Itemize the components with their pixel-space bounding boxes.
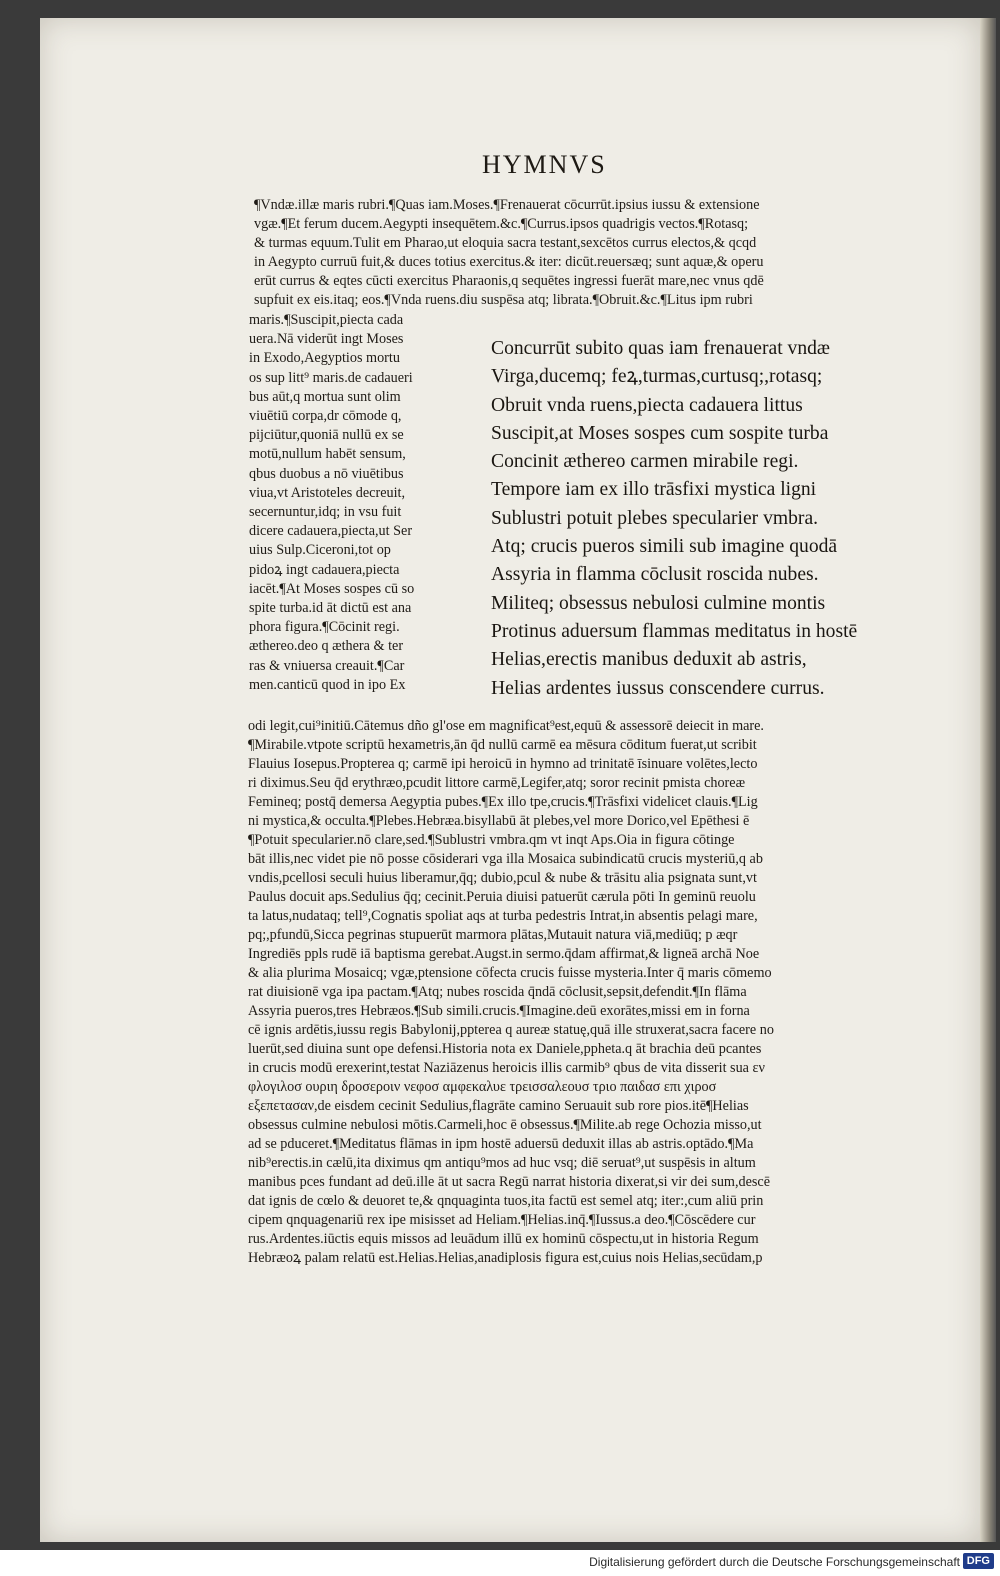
commentary-line: erūt currus & eqtes cūcti exercitus Pharaonis,q sequētes ingressi fuerāt mare,nec vnus qdē [254,273,764,289]
verse-line: Atq; crucis pueros simili sub imagine quodā [491,536,838,558]
commentary-left [249,311,485,695]
commentary-line: æthereo.deo q æthera & ter [249,638,404,655]
commentary-line: iacēt.¶At Moses sospes cū so [249,580,415,597]
commentary-line: ri diximus.Seu q̄d erythræo,pcudit littore carmē,Legifer,atq; soror recinit pmista choreæ [248,775,746,791]
commentary-line: secernuntur,idq; in vsu fuit [249,504,402,521]
commentary-bottom [248,717,950,1268]
commentary-line: ¶Potuit specularier.nō clare,sed.¶Sublustri vmbra.qm vt inqt Aps.Oia in figura cōtinge [248,832,735,848]
commentary-line: in Aegypto curruū fuit,& duces totius exercitus.& iter: dicūt.reuersæq; sunt aquæ,& operu [254,254,764,270]
verse-line: Tempore iam ex illo trāsfixi mystica ligni [491,479,817,501]
commentary-line: in Exodo,Aegyptios mortu [249,350,400,367]
commentary-line: pijciūtur,quoniā nullū ex se [249,427,404,444]
commentary-line: supfuit ex eis.itaq; eos.¶Vnda ruens.diu suspēsa atq; librata.¶Obruit.&c.¶Litus ipm rubri [254,292,753,308]
commentary-line: Paulus docuit aps.Sedulius q̄q; cecinit.Peruia diuisi patuerūt cærula pōti In geminū reuolu [248,889,756,905]
verse-line: Helias ardentes iussus conscendere currus. [491,677,825,699]
commentary-line: viuētiū corpa,dr cōmode q, [249,408,402,425]
commentary-line: & alia plurima Mosaicq; vgæ,ptensione cōfecta crucis fuisse mysteria.Inter q̄ maris cōmemo [248,965,772,981]
commentary-line: maris.¶Suscipit,piecta cada [249,312,404,328]
commentary-line: pq;,pfundū,Sicca pegrinas stupuerūt marmora plātas,Mutauit natura viā,mediūq; p æqr [248,927,738,943]
commentary-line: Flauius Iosepus.Propterea q; carmē ipi heroicū in hymno ad trinitatē īsinuare volētes,lecto [248,756,758,772]
commentary-line: phora figura.¶Cōcinit regi. [249,619,400,636]
commentary-line: bāt illis,nec videt pie nō posse cōsiderari vga illa Mosaica subindicatū crucis mysteriū,q ab [248,851,763,867]
commentary-line: rus.Ardentes.iūctis equis missos ad leuādum illū ex hominū cōspectu,ut in historia Regum [248,1231,759,1247]
commentary-line: spite turba.id āt dictū est ana [249,600,412,617]
commentary-line: Ingrediēs ppls rudē iā baptisma gerebat.Augst.in sermo.q̄dam affirmat,& ligneā archā Noe [248,946,760,962]
verse-line: Obruit vnda ruens,piecta cadauera littus [491,394,803,416]
commentary-line: motū,nullum habēt sensum, [249,446,406,463]
commentary-line: uius Sulp.Ciceroni,tot op [249,542,391,559]
commentary-line: ni mystica,& occulta.¶Plebes.Hebræa.bisyllabū āt plebes,vel more Dorico,vel Epēthesi ē [248,813,750,829]
commentary-line: in crucis modū erexerint,testat Naziāzenus heroicis illis carmib⁹ qbus de vita disserit sua εν [248,1060,765,1076]
page-heading: HYMNVS [482,150,607,179]
commentary-line: εξεπετασαν,de eisdem cecinit Sedulius,flagrāte camino Seruauit sub rore pios.itē¶Helias [248,1098,749,1114]
commentary-line: Femineq; postq̄ demersa Aegyptia pubes.¶Ex illo tpe,crucis.¶Trāsfixi videlicet clauis.¶Lig [248,794,758,810]
verse-line: Helias,erectis manibus deduxit ab astris, [491,649,807,671]
commentary-line: ras & vniuersa creauit.¶Car [249,657,405,674]
commentary-line: bus aūt,q mortua sunt olim [249,388,401,405]
verse-line: Assyria in flamma cōclusit roscida nubes. [491,564,819,586]
commentary-line: odi legit,cui⁹initiū.Cātemus dño gl'ose em magnificat⁹est,equū & assessorē deiecit in mare. [248,718,764,734]
verse-line: Concinit æthereo carmen mirabile regi. [491,451,799,473]
hymn-verses [491,335,951,703]
commentary-line: os sup litt⁹ maris.de cadaueri [249,369,413,386]
commentary-line: viua,vt Aristoteles decreuit, [249,484,406,501]
commentary-line: uera.Nā viderūt ingt Moses [249,331,404,348]
commentary-line: cipem qnquagenariū rex ipe misisset ad Heliam.¶Helias.inq̄.¶Iussus.a deo.¶Cōscēdere cur [248,1212,756,1228]
commentary-line: dicere cadauera,piecta,ut Ser [249,523,413,540]
commentary-line: ad se pduceret.¶Meditatus flāmas in ipm hostē aduersū deduxit illas ab astris.optādo.¶Ma [248,1136,754,1152]
commentary-line: dat ignis de cœlo & deuoret te,& qnquaginta tuos,ita factū est semel atq; iter:,cum aliū prin [248,1193,764,1209]
commentary-line: Assyria pueros,tres Hebræos.¶Sub simili.crucis.¶Imagine.deū exorātes,missi em in forna [248,1003,750,1019]
commentary-line: & turmas equum.Tulit em Pharao,ut eloquia sacra testant,sexcētos currus electos,& qcqd [254,235,757,251]
commentary-line: vndis,pcellosi seculi huius liberamur,q̄q; dubio,pcul & nube & trāsitu alia psignata sunt,vt [248,870,757,886]
page-edge [980,18,996,1542]
commentary-line: luerūt,sed diuina sunt ope defensi.Historia nota ex Daniele,ppheta.q āt brachia deū pcantes [248,1041,762,1057]
commentary-line: φλογιλοσ ουριη δροσεροιν νεφοσ αμφεκαλυε τρεισσαλεουσ τριο παιδασ επι χιροσ [248,1079,717,1095]
footer-credit: Digitalisierung gefördert durch die Deutsche Forschungsgemeinschaft [589,1555,960,1569]
commentary-line: ¶Vndæ.illæ maris rubri.¶Quas iam.Moses.¶Frenauerat cōcurrūt.ipsius iussu & extensione [254,197,760,213]
commentary-line: vgæ.¶Et ferum ducem.Aegypti insequētem.&c.¶Currus.ipsos quadrigis vectos.¶Rotasq; [254,216,749,232]
commentary-line: pidoꝝ ingt cadauera,piecta [249,561,400,578]
commentary-line: ta latus,nudataq; tell⁹,Cognatis spoliat aqs at turba pedestris Intrat,in absentis pelagi mare, [248,908,758,924]
commentary-line: manibus pces fundant ad deū.ille āt ut sacra Regū narrat historia dixerat,si vir dei sum,descē [248,1174,771,1190]
commentary-line: men.canticū quod in ipo Ex [249,676,406,693]
verse-line: Suscipit,at Moses sospes cum sospite turba [491,422,829,444]
commentary-line: ¶Mirabile.vtpote scriptū hexametris,ān q̄d nullū carmē ea mēsura cōditum fuerat,ut scribit [248,737,757,753]
commentary-line: nib⁹erectis.in cælū,ita diximus qm antiqu⁹mos ad huc vsq; diē seruat⁹,ut suspēsis in altum [248,1155,756,1171]
verse-line: Protinus aduersum flammas meditatus in hostē [491,620,858,642]
commentary-line: qbus duobus a nō viuētibus [249,465,404,482]
dfg-logo: DFG [963,1553,994,1569]
commentary-top [254,196,950,310]
commentary-line: Hebræoꝝ palam relatū est.Helias.Helias,anadiplosis figura est,cuius nois Helias,secūdam,p [248,1250,763,1266]
verse-line: Militeq; obsessus nebulosi culmine montis [491,592,826,614]
commentary-line: obsessus culmine nebulosi mōtis.Carmeli,hoc ē obsessus.¶Milite.ab rege Ochozia misso,ut [248,1117,762,1133]
verse-line: Sublustri potuit plebes specularier vmbra. [491,507,819,529]
verse-line: Virga,ducemq; feꝝ,turmas,curtusq;,rotasq; [491,366,823,388]
commentary-line: rat diuisionē vga ipa pactam.¶Atq; nubes roscida q̄ndā cōclusit,sepsit,defendit.¶In flāma [248,984,747,1000]
commentary-line: cē ignis ardētis,iussu regis Babylonij,ppterea q aureæ statuę,quā ille struxerat,sacra facere no [248,1022,774,1038]
verse-line: Concurrūt subito quas iam frenauerat vndæ [491,338,830,359]
